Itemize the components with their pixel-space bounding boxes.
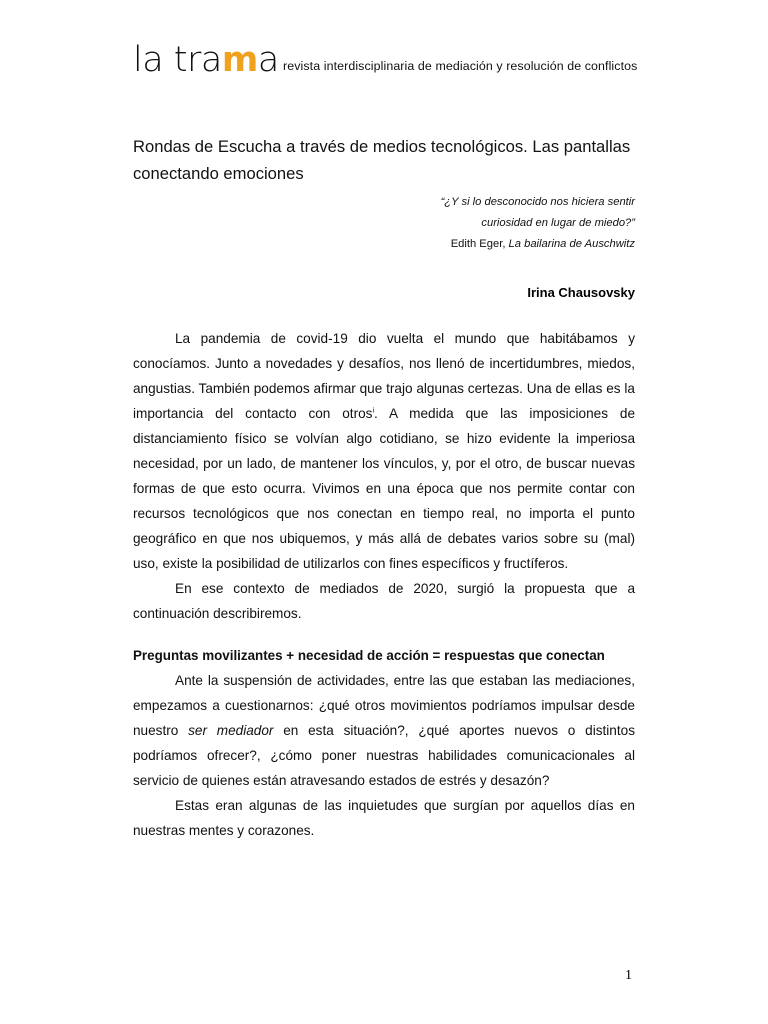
footnote-marker[interactable]: i bbox=[372, 407, 375, 415]
epigraph-quote-line-2: curiosidad en lugar de miedo?” bbox=[481, 217, 635, 229]
logo-accent-letter: m bbox=[221, 40, 258, 80]
logo-text-end: a bbox=[257, 40, 279, 80]
paragraph-3 bbox=[133, 668, 635, 793]
section-heading: Preguntas movilizantes + necesidad de acción = respuestas que conectan bbox=[133, 648, 605, 663]
paragraph-4: Estas eran algunas de las inquietudes que surgían por aquellos días en nuestras mentes y corazones. bbox=[133, 798, 635, 838]
paragraph-1 bbox=[133, 326, 635, 576]
epigraph bbox=[441, 192, 635, 255]
logo-text-start: la tra bbox=[133, 40, 222, 80]
paragraph-1-text-b: . A medida que las imposiciones de distanciamiento físico se volvían algo cotidiano, se hizo evidente la imperiosa necesidad, por un lado, de mantener los vínculos, y, por el otro, de buscar nuevas formas de que esto ocurra. Vivimos en una época que nos permite contar con recursos tecnológicos que nos conectan en tiempo real, no importa el punto geográfico en que nos ubiquemos, y más allá de debates varios sobre su (mal) uso, existe la posibilidad de utilizarlos con fines específicos y fructíferos. bbox=[133, 406, 636, 571]
paragraph-1-text-a: La pandemia de covid-19 dio vuelta el mundo que habitábamos y conocíamos. Junto a novedades y desafíos, nos llenó de incertidumbres, miedos, angustias. También podemos afirmar que trajo algunas certezas. Una de ellas es la importancia del contacto con otros bbox=[133, 331, 635, 421]
journal-logo bbox=[133, 40, 279, 80]
article-body bbox=[133, 326, 635, 843]
epigraph-quote-line-1: “¿Y si lo desconocido nos hiciera sentir bbox=[440, 196, 635, 208]
epigraph-source-author: Edith Eger, bbox=[450, 238, 509, 250]
paragraph-2: En ese contexto de mediados de 2020, surgió la propuesta que a continuación describiremos. bbox=[133, 581, 635, 621]
epigraph-source-book: La bailarina de Auschwitz bbox=[508, 238, 635, 250]
article-author: Irina Chausovsky bbox=[527, 285, 635, 300]
page-number: 1 bbox=[625, 968, 632, 983]
paragraph-3-text-a: Ante la suspensión de actividades, entre las que estaban las mediaciones, empezamos a cuestionarnos: ¿qué otros movimientos podríamos impulsar desde nuestro bbox=[133, 673, 635, 738]
journal-tagline: revista interdisciplinaria de mediación y resolución de conflictos bbox=[283, 59, 638, 73]
epigraph-source bbox=[441, 234, 635, 255]
journal-header bbox=[133, 40, 643, 80]
paragraph-3-text-b: en esta situación?, ¿qué aportes nuevos o distintos podríamos ofrecer?, ¿cómo poner nuestras habilidades comunicacionales al servicio de quienes están atravesando estados de estrés y desazón? bbox=[133, 723, 635, 788]
paragraph-3-emphasis: ser mediador bbox=[188, 723, 274, 738]
article-title: Rondas de Escucha a través de medios tecnológicos. Las pantallas conectando emociones bbox=[133, 137, 631, 183]
